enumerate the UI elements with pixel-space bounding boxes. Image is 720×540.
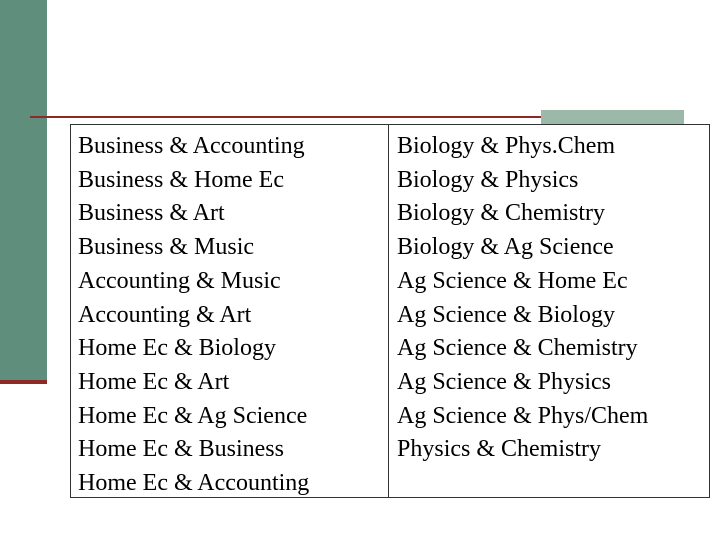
sidebar-accent-line [0, 380, 47, 384]
list-item: Ag Science & Biology [397, 301, 615, 328]
list-item: Business & Accounting [78, 133, 305, 159]
list-item: Home Ec & Accounting [78, 470, 310, 497]
list-item: Biology & Ag Science [397, 234, 614, 261]
list-item: Biology & Chemistry [397, 200, 606, 227]
list-item: Home Ec & Art [78, 368, 230, 395]
decorative-sidebar [0, 0, 47, 383]
list-item: Business & Home Ec [78, 166, 284, 193]
list-item: Accounting & Music [78, 267, 281, 294]
list-item: Ag Science & Physics [397, 368, 611, 395]
list-item: Home Ec & Business [78, 436, 284, 463]
list-item: Business & Music [78, 234, 255, 261]
left-column [71, 125, 389, 497]
subject-combinations-table [70, 124, 710, 498]
list-item: Ag Science & Phys/Chem [397, 402, 649, 429]
list-item: Home Ec & Biology [78, 335, 276, 362]
list-item: Ag Science & Home Ec [397, 267, 628, 294]
list-item: Biology & Phys.Chem [397, 133, 616, 159]
right-column [389, 125, 709, 497]
accent-block [541, 110, 684, 124]
list-item: Business & Art [78, 200, 225, 227]
list-item: Home Ec & Ag Science [78, 402, 308, 429]
list-item: Physics & Chemistry [397, 436, 602, 463]
list-item: Accounting & Art [78, 301, 252, 328]
list-item: Biology & Physics [397, 166, 579, 193]
list-item: Ag Science & Chemistry [397, 335, 638, 362]
